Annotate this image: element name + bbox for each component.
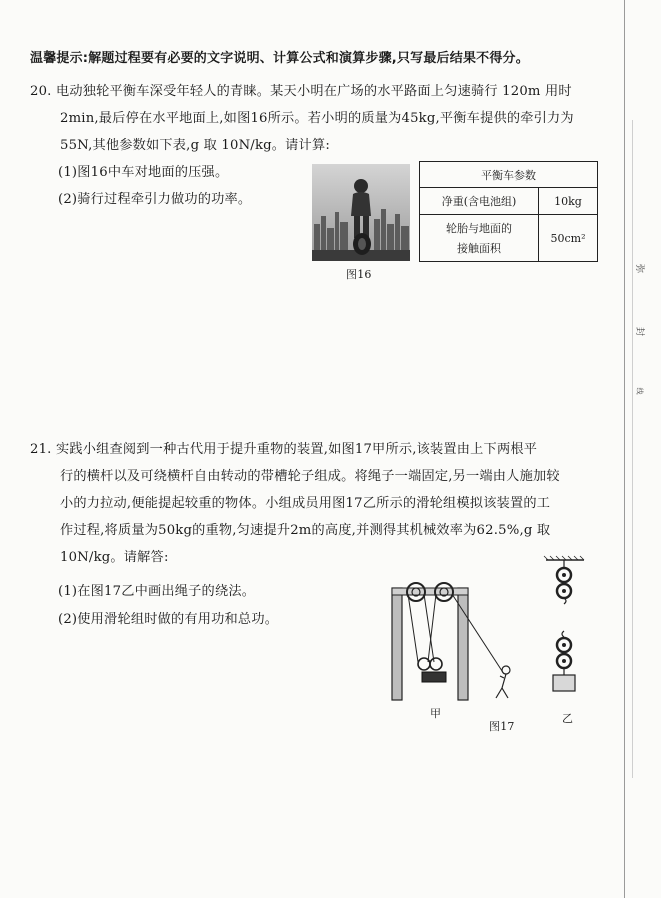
table-cell-area-value: 50cm²	[539, 215, 598, 262]
page-binding-inner-edge	[632, 120, 633, 778]
q20-sub-1: (1)图16中车对地面的压强。	[58, 165, 229, 180]
q20-line-1: 20. 电动独轮平衡车深受年轻人的青睐。某天小明在广场的水平路面上匀速骑行 120m 用时	[30, 84, 572, 99]
margin-mark-3: 线	[635, 387, 644, 395]
q21-line-4: 作过程,将质量为50kg的重物,匀速提升2m的高度,并测得其机械效率为62.5%,g 取	[60, 523, 551, 538]
table-cell-weight-label: 净重(含电池组)	[420, 188, 539, 215]
figure-16-caption: 图16	[346, 268, 372, 281]
page-binding-edge	[624, 0, 625, 898]
margin-mark-2: 封	[634, 326, 645, 337]
figure-17-caption: 图17	[489, 720, 515, 733]
margin-mark-1: 弥	[634, 263, 645, 274]
table-cell-weight-value: 10kg	[539, 188, 598, 215]
q20-sub-2: (2)骑行过程牵引力做功的功率。	[58, 192, 252, 207]
q20-line-2: 2min,最后停在水平地面上,如图16所示。若小明的质量为45kg,平衡车提供的牵引力为	[60, 111, 574, 126]
ancient-lifting-device-diagram	[384, 574, 524, 704]
q21-line-1: 21. 实践小组查阅到一种古代用于提升重物的装置,如图17甲所示,该装置由上下两根平	[30, 442, 538, 457]
figure-17-label-yi: 乙	[562, 712, 574, 725]
exam-tip: 温馨提示:解题过程要有必要的文字说明、计算公式和演算步骤,只写最后结果不得分。	[30, 51, 529, 66]
pulley-set-diagram	[540, 555, 590, 705]
q21-sub-2: (2)使用滑轮组时做的有用功和总功。	[58, 612, 279, 627]
table-cell-area-label-line1: 轮胎与地面的	[446, 222, 512, 235]
figure-17-label-jia: 甲	[430, 707, 442, 720]
table-cell-area-label	[420, 215, 539, 262]
balance-car-param-table	[419, 161, 598, 262]
table-cell-area-label-line2: 接触面积	[457, 242, 501, 255]
table-title: 平衡车参数	[420, 162, 598, 188]
unicycle-photo	[312, 164, 410, 261]
q20-line-3: 55N,其他参数如下表,g 取 10N/kg。请计算:	[60, 138, 330, 153]
q21-line-5: 10N/kg。请解答:	[60, 550, 169, 565]
q21-line-2: 行的横杆以及可绕横杆自由转动的带槽轮子组成。将绳子一端固定,另一端由人施加较	[60, 469, 560, 484]
q21-line-3: 小的力拉动,便能提起较重的物体。小组成员用图17乙所示的滑轮组模拟该装置的工	[60, 496, 551, 511]
q21-sub-1: (1)在图17乙中画出绳子的绕法。	[58, 584, 256, 599]
